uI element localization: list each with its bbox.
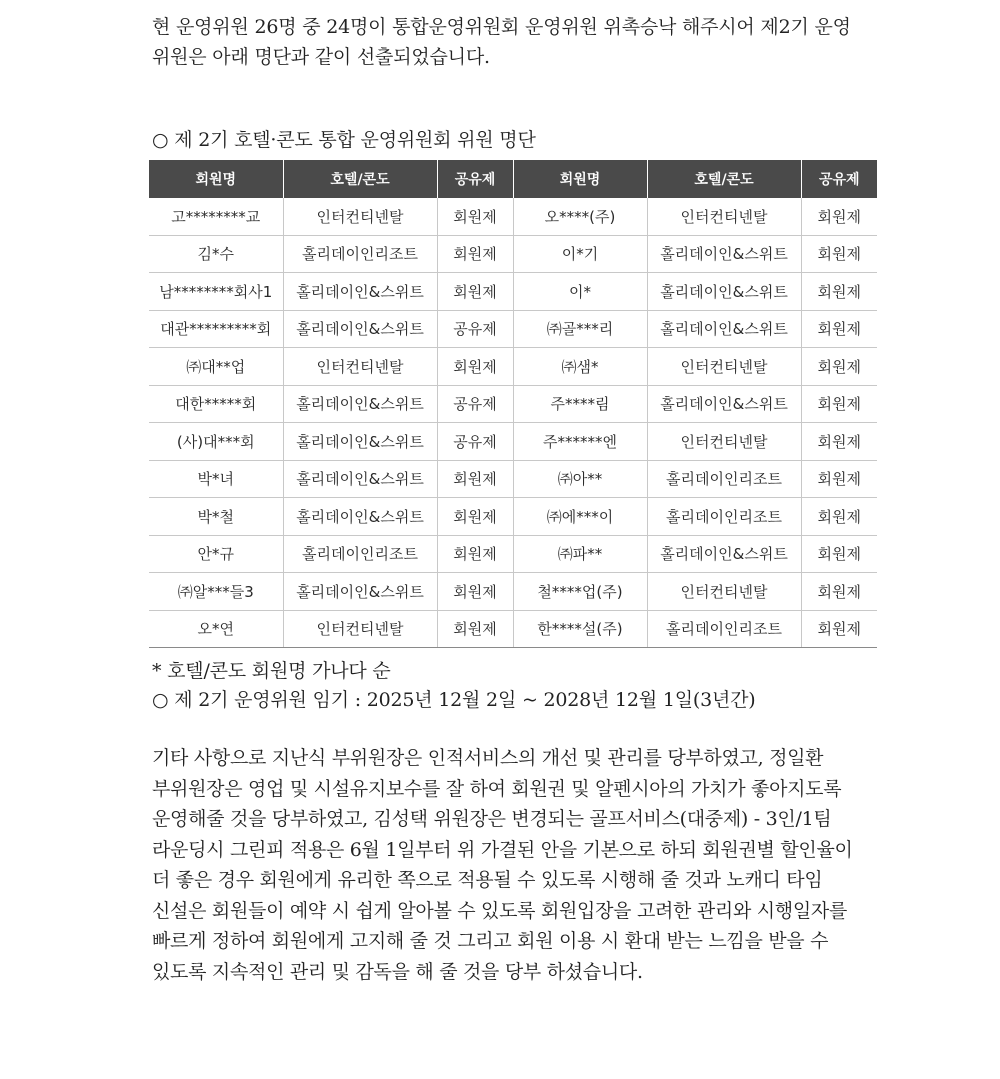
cell-hotel-condo: 홀리데이인&스위트 (283, 573, 437, 611)
cell-hotel-condo: 인터컨티넨탈 (647, 573, 801, 611)
table-row (149, 348, 877, 386)
intro-line-2: 위원은 아래 명단과 같이 선출되었습니다. (152, 46, 490, 68)
cell-member-name: 주******엔 (513, 423, 647, 461)
cell-share-type: 회원제 (801, 423, 877, 461)
cell-member-name: 이*기 (513, 235, 647, 273)
cell-member-name: 오****(주) (513, 198, 647, 235)
closing-line: 부위원장은 영업 및 시설유지보수를 잘 하여 회원권 및 알펜시아의 가치가 좋아지도록 (152, 777, 842, 800)
table-row (149, 198, 877, 235)
cell-member-name: (사)대***회 (149, 423, 283, 461)
closing-line: 라운딩시 그린피 적용은 6월 1일부터 위 가결된 안을 기본으로 하되 회원권별 할인율이 (152, 838, 853, 861)
closing-line: 운영해줄 것을 당부하였고, 김성택 위원장은 변경되는 골프서비스(대중제) - 3인/1팀 (152, 808, 832, 830)
closing-paragraph (152, 743, 856, 987)
cell-share-type: 회원제 (801, 198, 877, 235)
cell-hotel-condo: 홀리데이인&스위트 (647, 385, 801, 423)
intro-line-1: 현 운영위원 26명 중 24명이 통합운영위원회 운영위원 위촉승낙 해주시어 제2기 운영 (152, 16, 851, 38)
cell-share-type: 회원제 (437, 273, 513, 311)
cell-share-type: 회원제 (437, 460, 513, 498)
cell-share-type: 공유제 (437, 423, 513, 461)
term-line: ○ 제 2기 운영위원 임기 : 2025년 12월 2일 ~ 2028년 12월 1일(3년간) (152, 689, 756, 711)
cell-share-type: 공유제 (437, 310, 513, 348)
cell-hotel-condo: 인터컨티넨탈 (283, 610, 437, 648)
closing-line: 신설은 회원들이 예약 시 쉽게 알아볼 수 있도록 회원입장을 고려한 관리와 시행일자를 (152, 899, 848, 922)
cell-hotel-condo: 인터컨티넨탈 (647, 198, 801, 235)
cell-member-name: ㈜파** (513, 535, 647, 573)
cell-share-type: 회원제 (801, 535, 877, 573)
table-row (149, 273, 877, 311)
table-row (149, 610, 877, 648)
header-hotel-condo: 호텔/콘도 (647, 160, 801, 198)
cell-hotel-condo: 홀리데이인&스위트 (647, 235, 801, 273)
closing-line: 빠르게 정하여 회원에게 고지해 줄 것 그리고 회원 이용 시 환대 받는 느낌을 받을 수 (152, 930, 829, 952)
cell-share-type: 회원제 (437, 198, 513, 235)
cell-share-type: 회원제 (801, 348, 877, 386)
cell-member-name: 박*녀 (149, 460, 283, 498)
table-row (149, 423, 877, 461)
table-row (149, 460, 877, 498)
cell-hotel-condo: 인터컨티넨탈 (283, 198, 437, 235)
committee-roster-table (149, 160, 877, 648)
table-row (149, 573, 877, 611)
closing-line: 있도록 지속적인 관리 및 감독을 해 줄 것을 당부 하셨습니다. (152, 960, 643, 983)
cell-member-name: ㈜골***리 (513, 310, 647, 348)
cell-hotel-condo: 홀리데이인리조트 (647, 498, 801, 536)
cell-member-name: ㈜알***들3 (149, 573, 283, 611)
cell-share-type: 회원제 (437, 348, 513, 386)
cell-member-name: 박*철 (149, 498, 283, 536)
cell-share-type: 회원제 (437, 573, 513, 611)
cell-share-type: 회원제 (437, 498, 513, 536)
cell-hotel-condo: 홀리데이인&스위트 (283, 423, 437, 461)
cell-hotel-condo: 홀리데이인리조트 (647, 610, 801, 648)
document-content (152, 0, 861, 983)
cell-member-name: 안*규 (149, 535, 283, 573)
cell-hotel-condo: 홀리데이인&스위트 (283, 385, 437, 423)
table-row (149, 498, 877, 536)
cell-member-name: 대한*****회 (149, 385, 283, 423)
header-member-name: 회원명 (513, 160, 647, 198)
cell-member-name: 철****업(주) (513, 573, 647, 611)
cell-hotel-condo: 홀리데이인리조트 (647, 460, 801, 498)
cell-share-type: 회원제 (801, 610, 877, 648)
table-row (149, 310, 877, 348)
section-title: ○ 제 2기 호텔·콘도 통합 운영위원회 위원 명단 (152, 129, 536, 151)
cell-share-type: 회원제 (801, 235, 877, 273)
closing-line: 기타 사항으로 지난식 부위원장은 인적서비스의 개선 및 관리를 당부하였고, 정일환 (152, 747, 824, 769)
cell-hotel-condo: 인터컨티넨탈 (283, 348, 437, 386)
cell-share-type: 회원제 (801, 573, 877, 611)
cell-share-type: 회원제 (801, 498, 877, 536)
cell-member-name: 김*수 (149, 235, 283, 273)
cell-hotel-condo: 홀리데이인&스위트 (647, 273, 801, 311)
cell-hotel-condo: 홀리데이인&스위트 (647, 535, 801, 573)
header-share-type: 공유제 (801, 160, 877, 198)
cell-member-name: ㈜아** (513, 460, 647, 498)
header-share-type: 공유제 (437, 160, 513, 198)
cell-share-type: 회원제 (801, 385, 877, 423)
cell-hotel-condo: 홀리데이인&스위트 (283, 273, 437, 311)
cell-hotel-condo: 홀리데이인&스위트 (283, 310, 437, 348)
cell-member-name: 남********회사1 (149, 273, 283, 311)
cell-share-type: 공유제 (437, 385, 513, 423)
header-member-name: 회원명 (149, 160, 283, 198)
header-hotel-condo: 호텔/콘도 (283, 160, 437, 198)
cell-hotel-condo: 홀리데이인리조트 (283, 235, 437, 273)
cell-share-type: 회원제 (437, 535, 513, 573)
cell-hotel-condo: 홀리데이인&스위트 (647, 310, 801, 348)
cell-member-name: ㈜샘* (513, 348, 647, 386)
cell-hotel-condo: 홀리데이인&스위트 (283, 498, 437, 536)
table-row (149, 235, 877, 273)
cell-hotel-condo: 홀리데이인리조트 (283, 535, 437, 573)
intro-paragraph (152, 0, 856, 72)
table-header-row (149, 160, 877, 198)
cell-member-name: 대관*********회 (149, 310, 283, 348)
cell-member-name: 이* (513, 273, 647, 311)
cell-share-type: 회원제 (801, 273, 877, 311)
cell-member-name: 주****림 (513, 385, 647, 423)
cell-hotel-condo: 홀리데이인&스위트 (283, 460, 437, 498)
cell-member-name: 한****설(주) (513, 610, 647, 648)
table-row (149, 385, 877, 423)
cell-share-type: 회원제 (437, 235, 513, 273)
table-body (149, 198, 877, 648)
cell-hotel-condo: 인터컨티넨탈 (647, 423, 801, 461)
cell-member-name: ㈜에***이 (513, 498, 647, 536)
cell-share-type: 회원제 (801, 310, 877, 348)
cell-share-type: 회원제 (437, 610, 513, 648)
cell-member-name: 고********교 (149, 198, 283, 235)
cell-hotel-condo: 인터컨티넨탈 (647, 348, 801, 386)
cell-member-name: ㈜대**업 (149, 348, 283, 386)
cell-share-type: 회원제 (801, 460, 877, 498)
footnote: * 호텔/콘도 회원명 가나다 순 (152, 660, 391, 682)
closing-line: 더 좋은 경우 회원에게 유리한 쪽으로 적용될 수 있도록 시행해 줄 것과 노캐디 타임 (152, 869, 823, 891)
cell-member-name: 오*연 (149, 610, 283, 648)
table-row (149, 535, 877, 573)
